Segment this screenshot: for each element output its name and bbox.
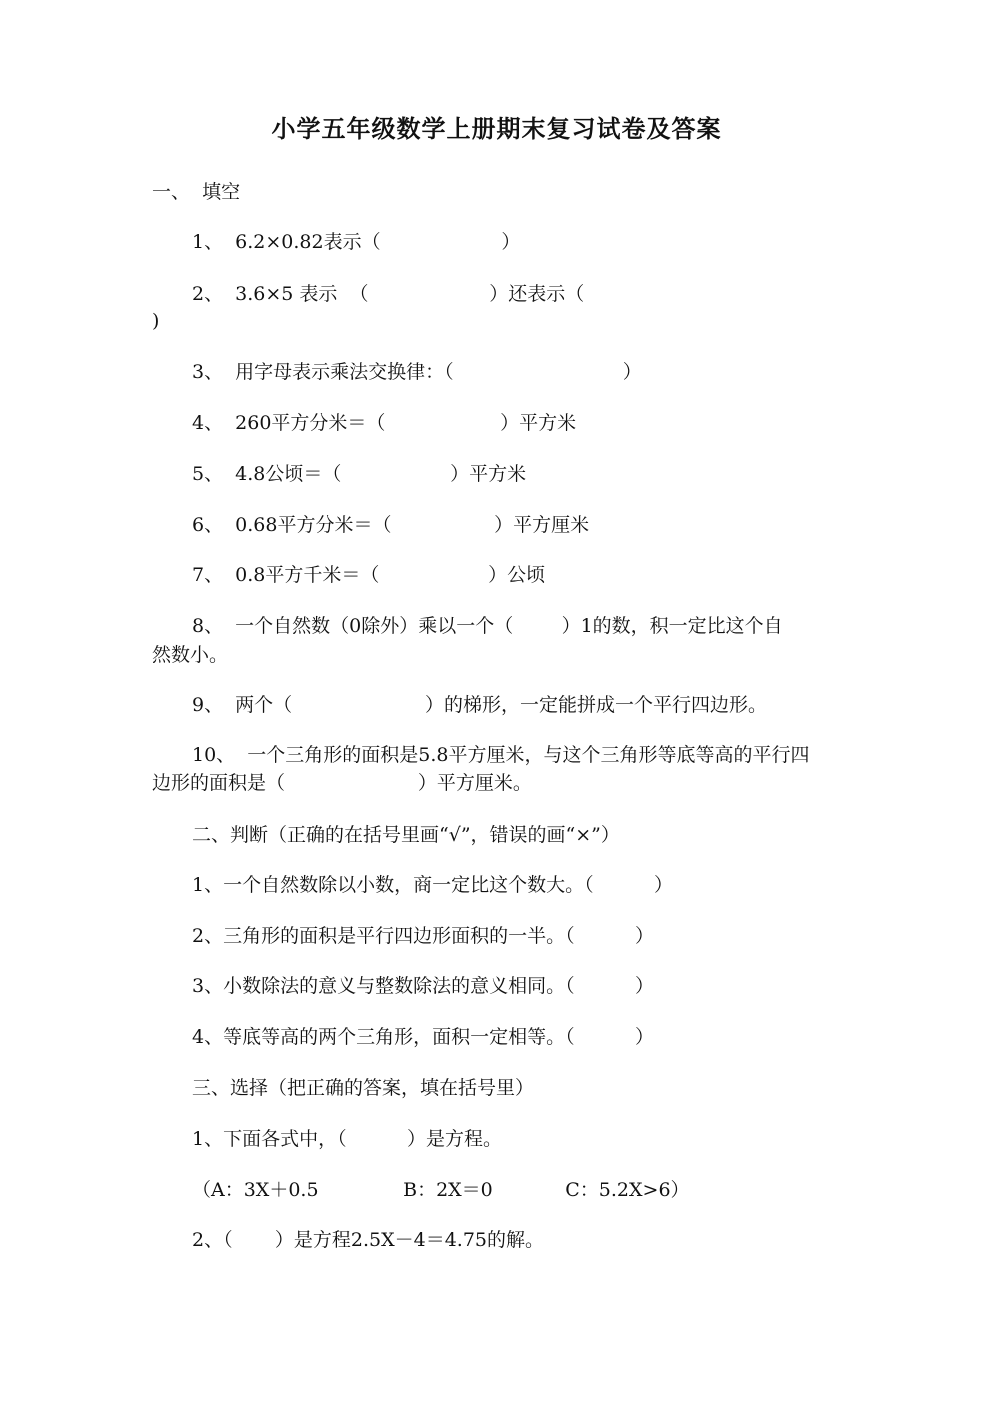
question-line: 6、 0.68平方分米＝（ ）平方厘米 [192, 514, 590, 536]
question-line: 2、（ ）是方程2.5X－4＝4.75的解。 [192, 1229, 545, 1251]
question-line: 2、三角形的面积是平行四边形面积的一半。（ ） [192, 925, 654, 947]
question-line: 1、 6.2×0.82表示（ ） [192, 231, 521, 253]
question-line: 3、 用字母表示乘法交换律：（ ） [192, 361, 642, 383]
question-line: 2、 3.6×5 表示 （ ）还表示（ [192, 283, 585, 305]
question-line: 4、等底等高的两个三角形，面积一定相等。（ ） [192, 1026, 654, 1048]
answer-options: （A：3X＋0.5 B：2X＝0 C：5.2X>6） [192, 1179, 690, 1201]
question-line: 7、 0.8平方千米＝（ ）公顷 [192, 564, 546, 586]
question-line-continued: 然数小。 [152, 644, 229, 666]
question-line: 8、 一个自然数（0除外）乘以一个（ ）1的数，积一定比这个自 [192, 615, 783, 637]
question-line: 9、 两个（ ）的梯形，一定能拼成一个平行四边形。 [192, 694, 768, 716]
section-heading-true-false: 二、判断（正确的在括号里画“√”，错误的画“×”） [192, 824, 620, 846]
question-line: 5、 4.8公顷＝（ ）平方米 [192, 463, 527, 485]
page-title: 小学五年级数学上册期末复习试卷及答案 [271, 114, 722, 143]
question-line: 3、小数除法的意义与整数除法的意义相同。（ ） [192, 975, 654, 997]
question-line: 4、 260平方分米＝（ ）平方米 [192, 412, 577, 434]
question-line: 1、下面各式中，（ ）是方程。 [192, 1128, 502, 1150]
section-heading-fill-blank: 一、 填空 [152, 181, 241, 203]
question-line: 10、 一个三角形的面积是5.8平方厘米，与这个三角形等底等高的平行四 [192, 744, 810, 766]
section-heading-multiple-choice: 三、选择（把正确的答案，填在括号里） [192, 1077, 535, 1099]
question-line-continued: ) [152, 310, 160, 332]
question-line-continued: 边形的面积是（ ）平方厘米。 [152, 772, 532, 794]
question-line: 1、一个自然数除以小数，商一定比这个数大。（ ） [192, 874, 673, 896]
